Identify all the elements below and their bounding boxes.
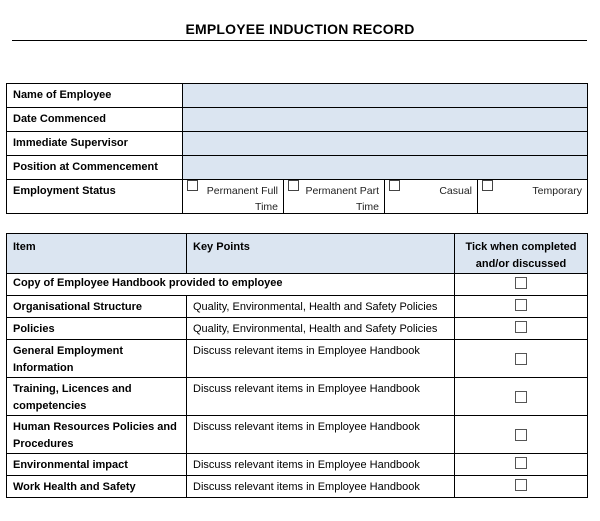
row-tick-cell <box>455 296 588 318</box>
status-option-temporary[interactable] <box>478 180 588 214</box>
date-commenced-label: Date Commenced <box>7 108 183 132</box>
table-row <box>7 296 588 318</box>
document-title: EMPLOYEE INDUCTION RECORD <box>185 21 415 37</box>
table-row <box>7 454 588 476</box>
full-time-label: Permanent Full Time <box>206 185 278 213</box>
row-tick-cell <box>455 274 588 296</box>
row-tick-cell <box>455 340 588 378</box>
row-tick-cell <box>455 318 588 340</box>
row-key-points: Quality, Environmental, Health and Safety Policies <box>187 318 455 340</box>
row-key-points: Discuss relevant items in Employee Handbook <box>187 340 455 378</box>
row-item: Policies <box>7 318 187 340</box>
tick-column-header: Tick when completed and/or discussed <box>455 234 588 274</box>
status-option-part-time[interactable] <box>284 180 385 214</box>
completed-checkbox[interactable] <box>515 277 527 289</box>
employee-info-table <box>6 83 588 214</box>
temporary-label: Temporary <box>532 185 582 197</box>
completed-checkbox[interactable] <box>515 391 527 403</box>
position-field[interactable] <box>183 156 588 180</box>
name-label: Name of Employee <box>7 84 183 108</box>
title-rule <box>12 40 587 41</box>
part-time-checkbox[interactable] <box>288 180 299 191</box>
row-tick-cell <box>455 416 588 454</box>
induction-items-table <box>6 233 588 498</box>
row-item: Copy of Employee Handbook provided to employee <box>7 274 455 296</box>
employment-status-label: Employment Status <box>7 180 183 214</box>
row-key-points: Discuss relevant items in Employee Handbook <box>187 416 455 454</box>
table-row <box>7 378 588 416</box>
completed-checkbox[interactable] <box>515 479 527 491</box>
temporary-checkbox[interactable] <box>482 180 493 191</box>
completed-checkbox[interactable] <box>515 299 527 311</box>
casual-checkbox[interactable] <box>389 180 400 191</box>
row-tick-cell <box>455 454 588 476</box>
table-row <box>7 274 588 296</box>
items-header-row <box>7 234 588 274</box>
row-key-points: Quality, Environmental, Health and Safety Policies <box>187 296 455 318</box>
row-tick-cell <box>455 476 588 498</box>
completed-checkbox[interactable] <box>515 353 527 365</box>
date-commenced-field[interactable] <box>183 108 588 132</box>
completed-checkbox[interactable] <box>515 429 527 441</box>
status-option-full-time[interactable] <box>183 180 284 214</box>
table-row <box>7 340 588 378</box>
position-row <box>7 156 588 180</box>
status-row <box>7 180 588 214</box>
completed-checkbox[interactable] <box>515 457 527 469</box>
casual-label: Casual <box>439 185 472 197</box>
name-row <box>7 84 588 108</box>
row-item: Training, Licences and competencies <box>7 378 187 416</box>
supervisor-label: Immediate Supervisor <box>7 132 183 156</box>
date-row <box>7 108 588 132</box>
row-item: General Employment Information <box>7 340 187 378</box>
table-row <box>7 416 588 454</box>
position-label: Position at Commencement <box>7 156 183 180</box>
supervisor-field[interactable] <box>183 132 588 156</box>
status-option-casual[interactable] <box>385 180 478 214</box>
full-time-checkbox[interactable] <box>187 180 198 191</box>
row-item: Work Health and Safety <box>7 476 187 498</box>
row-item: Organisational Structure <box>7 296 187 318</box>
completed-checkbox[interactable] <box>515 321 527 333</box>
key-points-column-header: Key Points <box>187 234 455 274</box>
table-row <box>7 476 588 498</box>
supervisor-row <box>7 132 588 156</box>
row-tick-cell <box>455 378 588 416</box>
name-field[interactable] <box>183 84 588 108</box>
item-column-header: Item <box>7 234 187 274</box>
part-time-label: Permanent Part Time <box>305 185 379 213</box>
table-row <box>7 318 588 340</box>
row-key-points: Discuss relevant items in Employee Handbook <box>187 476 455 498</box>
row-item: Environmental impact <box>7 454 187 476</box>
row-item: Human Resources Policies and Procedures <box>7 416 187 454</box>
row-key-points: Discuss relevant items in Employee Handbook <box>187 454 455 476</box>
row-key-points: Discuss relevant items in Employee Handbook <box>187 378 455 416</box>
